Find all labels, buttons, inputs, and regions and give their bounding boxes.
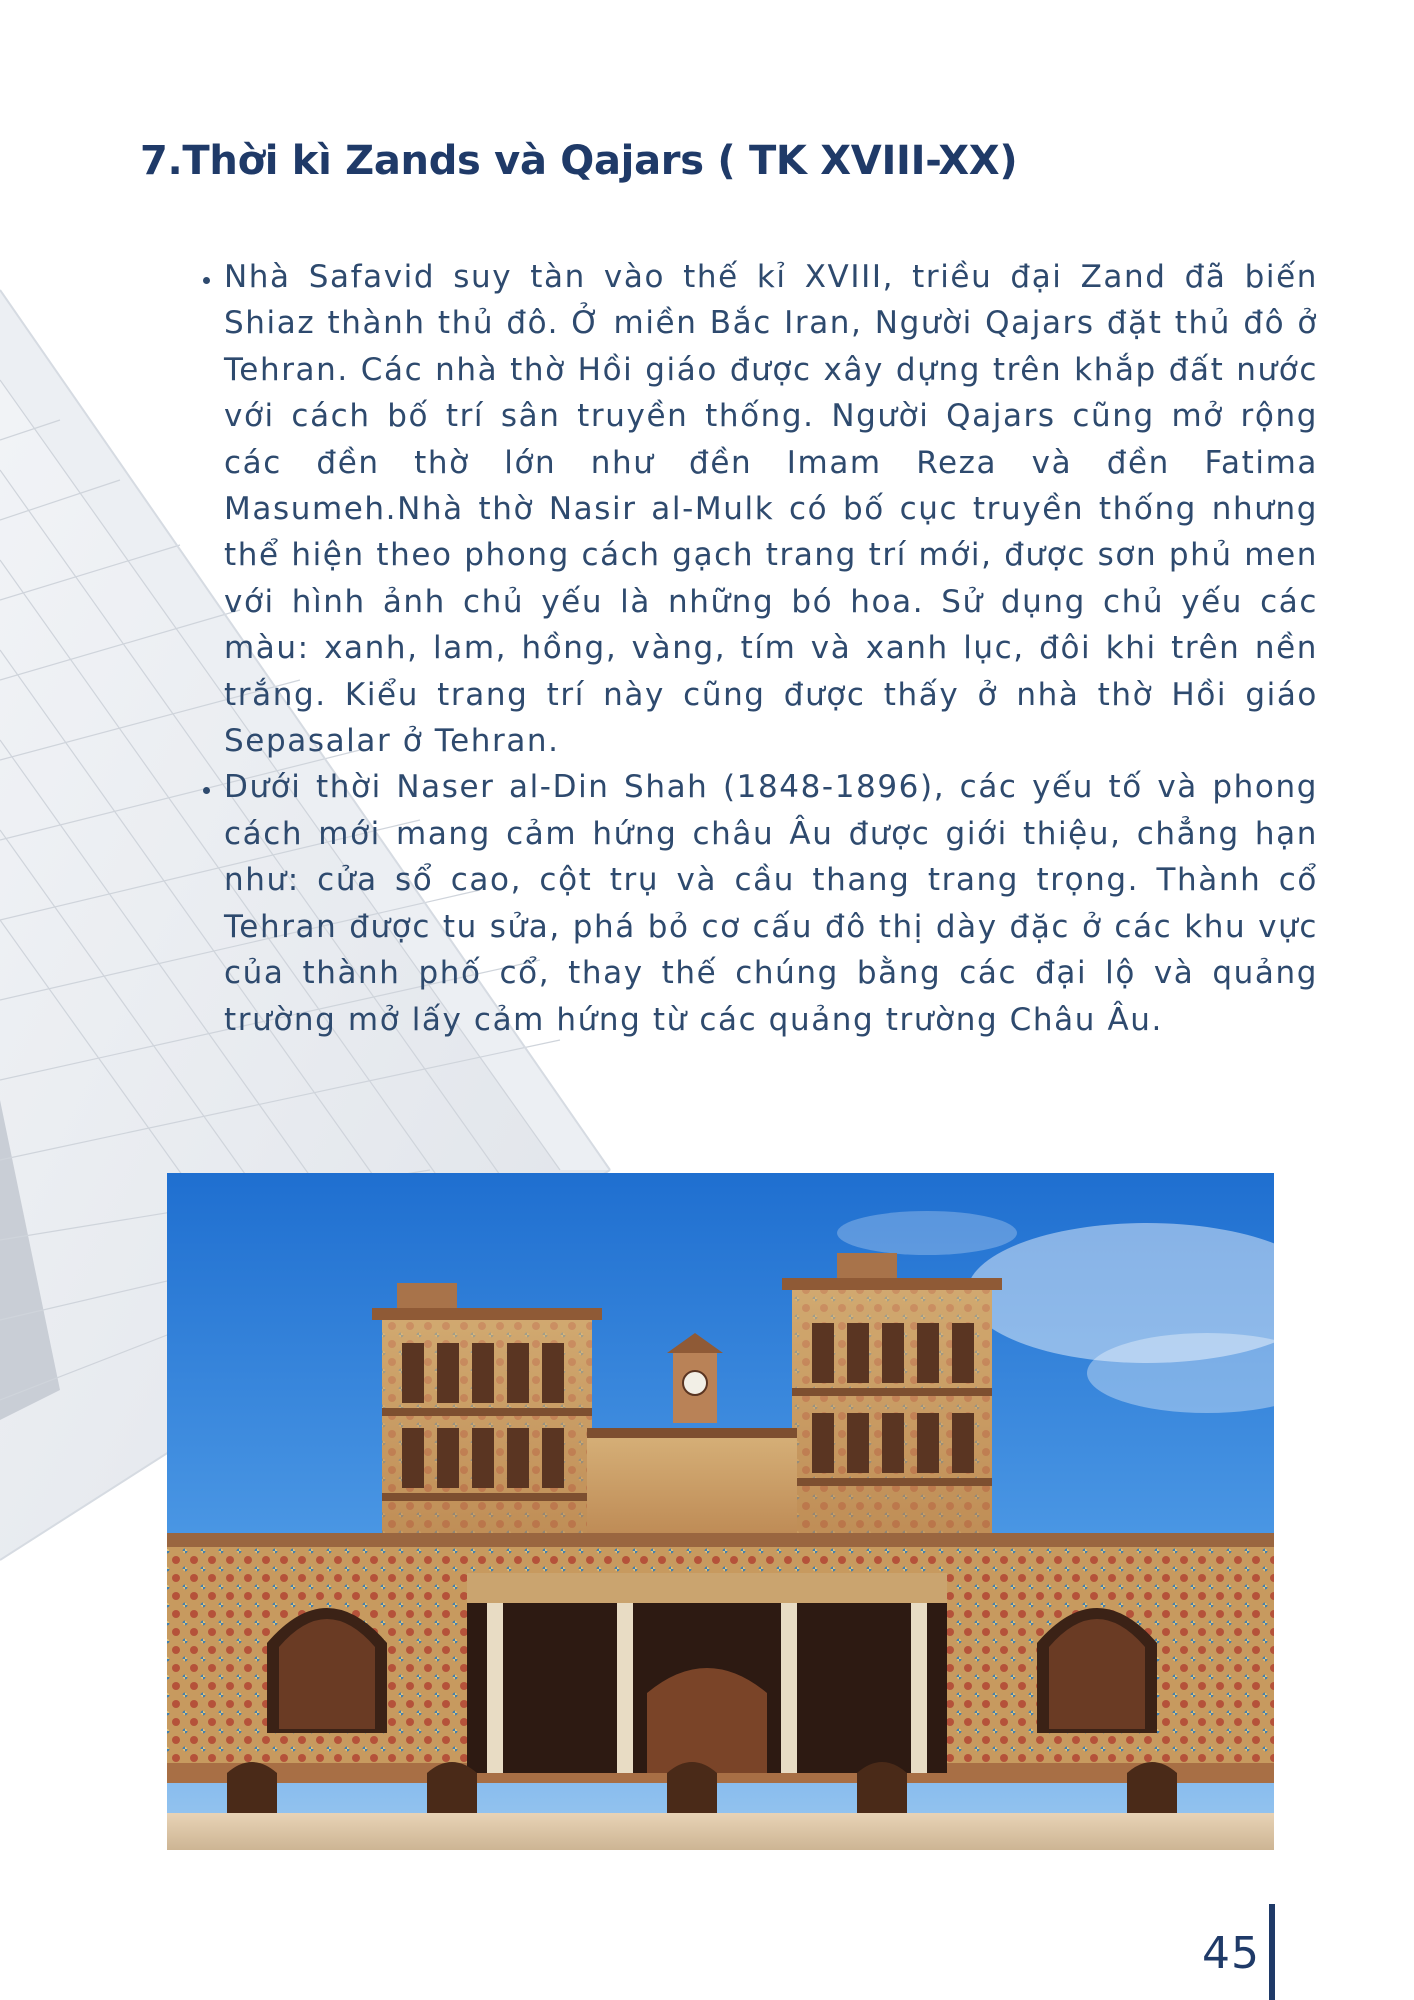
bullet-item-naser-al-din-shah: • Dưới thời Naser al-Din Shah (1848-1896), các yếu tố và phong cách mới mang cảm hứng châu Âu được giới thiệu, chẳng hạn như: cửa sổ cao, cột trụ và cầu thang trang trọng. Thành cổ Tehran được tu sửa, phá bỏ cơ cấu đô thị dày đặc ở các khu vực của thành phố cổ, thay thế chúng bằng các đại lộ và quảng trường mở lấy cảm hứng từ các quảng trường Châu Âu. [224,764,1318,1042]
page-title: 7.Thời kì Zands và Qajars ( TK XVIII-XX) [140,138,1018,184]
golestan-palace-photo [167,1173,1274,1850]
bullet-item-zand-qajar: • Nhà Safavid suy tàn vào thế kỉ XVIII, triều đại Zand đã biến Shiaz thành thủ đô. Ở miền Bắc Iran, Người Qajars đặt thủ đô ở Tehran. Các nhà thờ Hồi giáo được xây dựng trên khắp đất nước với cách bố trí sân truyền thống. Người Qajars cũng mở rộng các đền thờ lớn như đền Imam Reza và đền Fatima Masumeh.Nhà thờ Nasir al-Mulk có bố cục truyền thống nhưng thể hiện theo phong cách gạch trang trí mới, được sơn phủ men với hình ảnh chủ yếu là những bó hoa. Sử dụng chủ yếu các màu: xanh, lam, hồng, vàng, tím và xanh lục, đôi khi trên nền trắng. Kiểu trang trí này cũng được thấy ở nhà thờ Hồi giáo Sepasalar ở Tehran. [224,254,1318,764]
page-number-divider [1269,1904,1275,2000]
content-bullet-list [178,254,1318,1043]
page-number: 45 [1202,1928,1260,1979]
